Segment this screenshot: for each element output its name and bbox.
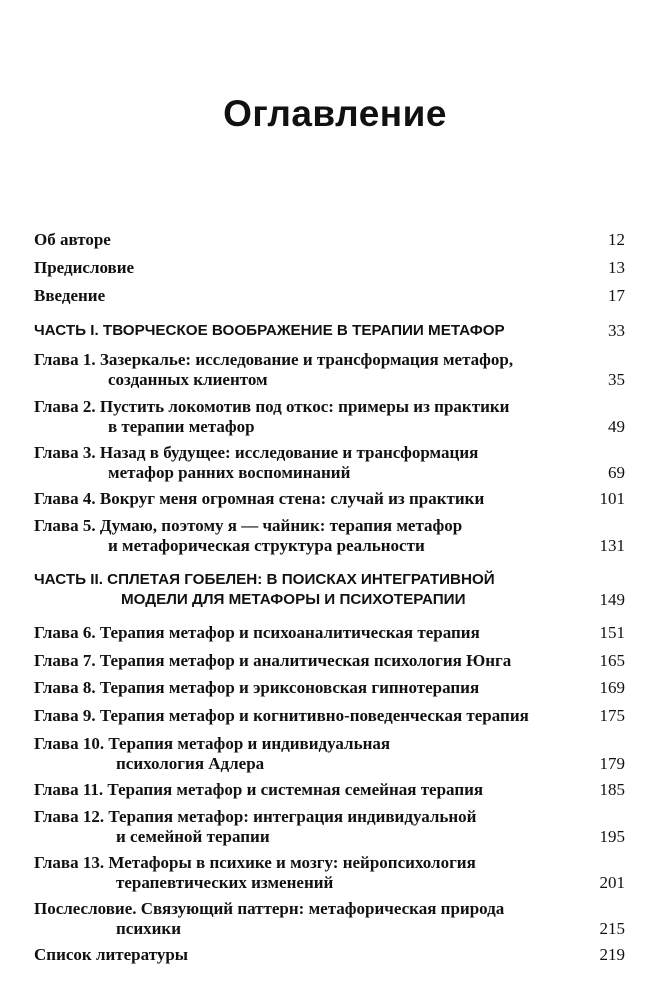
toc-entry[interactable] (34, 516, 625, 556)
toc-page-number: 101 (599, 489, 625, 508)
toc-entry[interactable] (34, 807, 625, 847)
toc-entry-title: психология Адлера (116, 754, 265, 773)
toc-entry[interactable] (34, 945, 625, 965)
toc-entry[interactable] (34, 651, 625, 671)
toc-entry[interactable] (34, 489, 625, 509)
toc-entry[interactable] (34, 286, 625, 306)
toc-entry[interactable] (34, 780, 625, 800)
toc-page-number: 149 (599, 590, 625, 609)
toc-entry[interactable] (34, 623, 625, 643)
toc-entry[interactable] (34, 443, 625, 483)
toc-entry-title: и семейной терапии (116, 827, 270, 846)
toc-entry-title: Глава 2. Пустить локомотив под откос: примеры из практики (34, 397, 510, 416)
toc-entry-title: терапевтических изменений (116, 873, 334, 892)
toc-part-entry[interactable] (34, 570, 625, 610)
toc-entry-title: ЧАСТЬ II. СПЛЕТАЯ ГОБЕЛЕН: В ПОИСКАХ ИНТЕГРАТИВНОЙ (34, 571, 495, 588)
toc-entry[interactable] (34, 230, 625, 250)
toc-page-number: 151 (599, 623, 625, 642)
toc-entry-title: Глава 8. Терапия метафор и эриксоновская гипнотерапия (34, 678, 480, 697)
toc-entry-title: Список литературы (34, 945, 189, 964)
toc-entry[interactable] (34, 397, 625, 437)
toc-entry-title: Глава 11. Терапия метафор и системная семейная терапия (34, 780, 484, 799)
toc-page-number: 185 (599, 780, 625, 799)
toc-page-number: 131 (599, 536, 625, 555)
toc-page-number: 215 (599, 919, 625, 938)
toc-entry-title: Глава 1. Зазеркалье: исследование и трансформация метафор, (34, 350, 514, 369)
toc-entry-title: ЧАСТЬ I. ТВОРЧЕСКОЕ ВООБРАЖЕНИЕ В ТЕРАПИИ МЕТАФОР (34, 322, 505, 339)
toc-entry-title: Глава 4. Вокруг меня огромная стена: случай из практики (34, 489, 485, 508)
toc-entry[interactable] (34, 678, 625, 698)
toc-entry-title: метафор ранних воспоминаний (108, 463, 351, 482)
toc-entry[interactable] (34, 706, 625, 726)
toc-entry-title: и метафорическая структура реальности (108, 536, 425, 555)
toc-entry-title: Глава 9. Терапия метафор и когнитивно-поведенческая терапия (34, 706, 529, 725)
toc-part-entry[interactable] (34, 321, 625, 341)
toc-page-number: 12 (608, 230, 625, 249)
toc-entry[interactable] (34, 734, 625, 774)
toc-page-number: 169 (599, 678, 625, 697)
toc-page-number: 13 (608, 258, 625, 277)
toc-entry-title: Глава 10. Терапия метафор и индивидуальная (34, 734, 391, 753)
toc-entry-title: психики (116, 919, 182, 938)
toc-entry-title: Глава 5. Думаю, поэтому я — чайник: терапия метафор (34, 516, 463, 535)
toc-entry[interactable] (34, 853, 625, 893)
toc-entry-title: Об авторе (34, 230, 111, 249)
toc-page-number: 195 (599, 827, 625, 846)
toc-entry-title: Глава 7. Терапия метафор и аналитическая психология Юнга (34, 651, 512, 670)
toc-entry[interactable] (34, 350, 625, 390)
page-title: Оглавление (223, 93, 447, 134)
toc-entry-title: Глава 12. Терапия метафор: интеграция индивидуальной (34, 807, 477, 826)
toc-entry-title: Предисловие (34, 258, 135, 277)
toc-page-number: 165 (599, 651, 625, 670)
toc-entry-title: Глава 13. Метафоры в психике и мозгу: нейропсихология (34, 853, 476, 872)
toc-page-number: 49 (608, 417, 625, 436)
toc-page-number: 219 (599, 945, 625, 964)
toc-page-number: 201 (599, 873, 625, 892)
toc-entry-title: МОДЕЛИ ДЛЯ МЕТАФОРЫ И ПСИХОТЕРАПИИ (121, 591, 466, 608)
toc-entry-title: в терапии метафор (108, 417, 255, 436)
toc-entry-title: Послесловие. Связующий паттерн: метафорическая природа (34, 899, 505, 918)
toc-entry-title: Глава 3. Назад в будущее: исследование и трансформация (34, 443, 479, 462)
toc-page-number: 175 (599, 706, 625, 725)
toc-page-number: 69 (608, 463, 625, 482)
toc-entry[interactable] (34, 258, 625, 278)
toc-page-number: 35 (608, 370, 625, 389)
toc-entry-title: созданных клиентом (108, 370, 268, 389)
toc-entry[interactable] (34, 899, 625, 939)
toc-entry-title: Введение (34, 286, 106, 305)
toc-page-number: 179 (599, 754, 625, 773)
toc-page-number: 17 (608, 286, 625, 305)
toc-page-number: 33 (608, 321, 625, 340)
toc-entry-title: Глава 6. Терапия метафор и психоаналитическая терапия (34, 623, 480, 642)
